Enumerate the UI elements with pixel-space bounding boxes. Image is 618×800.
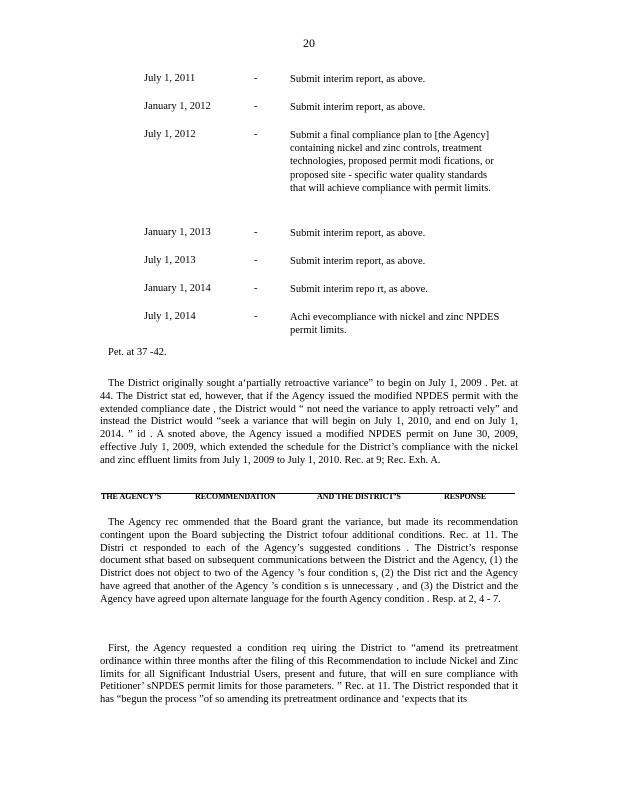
schedule-text: Submit interim report, as above. [290, 74, 426, 85]
schedule-date: January 1, 2013 [144, 227, 211, 238]
citation: Pet. at 37 -42. [108, 347, 167, 358]
schedule-text: Submit interim report, as above. [290, 256, 426, 267]
schedule-dash: - [254, 283, 258, 294]
section-heading [101, 492, 515, 501]
heading-part: THE AGENCY’S [101, 492, 162, 501]
schedule-date: July 1, 2011 [144, 73, 196, 84]
schedule-text: Submit a final compliance plan to [the Agency] containing nickel and zinc controls, treatment technologies, proposed permit modi fications, or proposed site - specific water quality standards that will achieve compliance with permit limits. [290, 130, 494, 194]
schedule-date: July 1, 2012 [144, 129, 196, 140]
paragraph [100, 643, 518, 707]
paragraph [100, 517, 518, 607]
heading-part: RECOMMENDATION [195, 492, 276, 501]
schedule-dash: - [254, 255, 258, 266]
heading-part: RESPONSE [444, 492, 487, 501]
schedule-date: January 1, 2012 [144, 101, 211, 112]
paragraph-text: The Agency rec ommended that the Board grant the variance, but made its recommendation contingent upon the Board subjecting the District tofour additional conditions. Rec. at 11. The Distri ct responded to each of the Agency’s suggested conditions . The District’s response document sthat based on subsequent communications between the District and the Agency, (1) the District does not object to two of the Agency ’s four condition s, (2) the Dist rict and the Agency have agreed that another of the Agency ’s condition s is unnecessary , and (3) the District and the Agency have agreed upon alternate language for the fourth Agency condition . Resp. at 2, 4 - 7. [100, 517, 518, 605]
paragraph-text: The District originally sought a‘partially retroactive variance” to begin on July 1, 2009 . Pet. at 44. The District stat ed, however, that if the Agency issued the modified NPDES permit with the extended compliance date , the District would “ not need the variance to apply retroacti vely” and instead the District would “seek a variance that will begin on July 1, 2010, and end on July 1, 2014. ” id . A snoted above, the Agency issued a modified NPDES permit on June 30, 2009, effective July 1, 2009, which extended the schedule for the District’s compliance with the nickel and zinc effluent limits from July 1, 2009 to July 1, 2010. Rec. at 9; Rec. Exh. A. [100, 378, 518, 466]
schedule-text: Submit interim report, as above. [290, 102, 426, 113]
schedule-date: July 1, 2014 [144, 311, 196, 322]
schedule-text: Achi evecompliance with nickel and zinc NPDES permit limits. [290, 312, 500, 337]
schedule-text: Submit interim repo rt, as above. [290, 284, 428, 295]
heading-part: AND THE DISTRICT’S [317, 492, 401, 501]
schedule-date: January 1, 2014 [144, 283, 211, 294]
schedule-date: July 1, 2013 [144, 255, 196, 266]
schedule-dash: - [254, 227, 258, 238]
paragraph [100, 378, 518, 468]
paragraph-text: First, the Agency requested a condition req uiring the District to “amend its pretreatment ordinance within three months after the filing of this Recommendation to include Nickel and Zinc limits for all Significant Industrial Users, present and future, that will en sure compliance with Petitioner’ sNPDES permit limits for those parameters. ” Rec. at 11. The District responded that it has “begun the process ”of so amending its pretreatment ordinance and ‘expects that its [100, 643, 518, 706]
schedule-dash: - [254, 311, 258, 322]
schedule-dash: - [254, 129, 258, 140]
schedule-text: Submit interim report, as above. [290, 228, 426, 239]
schedule-dash: - [254, 73, 258, 84]
schedule-dash: - [254, 101, 258, 112]
page-number: 20 [303, 36, 315, 50]
